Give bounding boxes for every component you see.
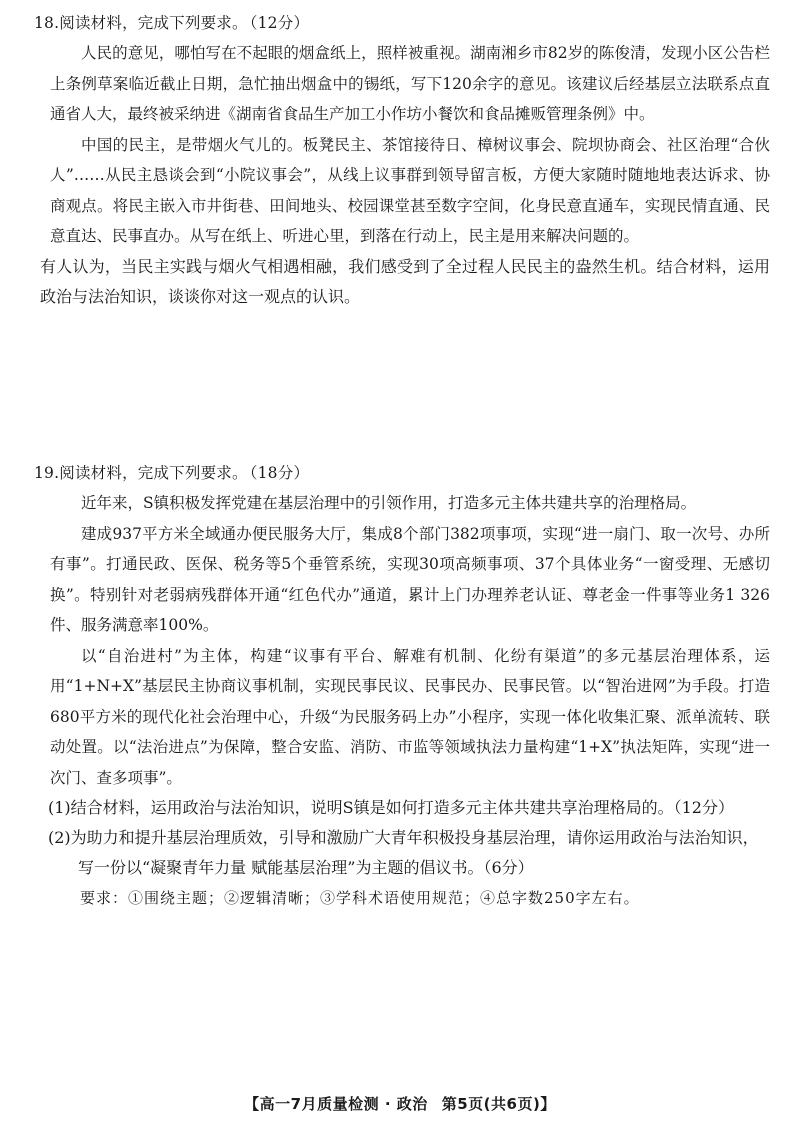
question-number: 19.	[34, 464, 60, 482]
question-18-header	[34, 8, 770, 38]
question-prompt: 阅读材料，完成下列要求。	[59, 14, 248, 32]
answer-requirements: 要求：①围绕主题；②逻辑清晰；③学科术语使用规范；④总字数250字左右。	[80, 889, 640, 907]
material-paragraph: 近年来，S镇积极发挥党建在基层治理中的引领作用，打造多元主体共建共享的治理格局。	[81, 494, 697, 512]
page-footer	[0, 1093, 800, 1114]
sub-question-1: (1)结合材料，运用政治与法治知识，说明S镇是如何打造多元主体共建共享治理格局的。（12分）	[48, 798, 734, 817]
question-score: （12分）	[249, 14, 310, 32]
material-paragraph: 建成937平方米全域通办便民服务大厅，集成8个部门382项事项，实现“进一扇门、取一次号、办所有事”。打通民政、医保、税务等5个垂管系统，实现30项高频事项、37个具体业务“一窗受理、无感切换”。特别针对老弱病残群体开通“红色代办”通道，累计上门办理养老认证、尊老金一件事等业务1 326件、服务满意率100%。	[50, 524, 770, 634]
question-19-header	[34, 458, 770, 488]
footer-page-number: 第5页(共6页)	[441, 1095, 541, 1113]
footer-exam-title: 高一7月质量检测 · 政治	[259, 1095, 428, 1113]
sub-question-2: (2)为助力和提升基层治理质效，引导和激励广大青年积极投身基层治理，请你运用政治与法治知识，	[48, 828, 759, 847]
question-prompt: 阅读材料，完成下列要求。	[59, 464, 248, 482]
material-paragraph: 中国的民主，是带烟火气儿的。板凳民主、茶馆接待日、樟树议事会、院坝协商会、社区治理“合伙人”……从民主恳谈会到“小院议事会”，从线上议事群到领导留言板，方便大家随时随地地表达诉求、协商观点。将民主嵌入市井街巷、田间地头、校园课堂甚至数字空间，化身民意直通车，实现民情直通、民意直达、民事直办。从写在纸上、听进心里，到落在行动上，民主是用来解决问题的。	[50, 135, 770, 245]
footer-left-bracket: 【	[244, 1095, 260, 1113]
question-task: 有人认为，当民主实践与烟火气相遇相融，我们感受到了全过程人民民主的盎然生机。结合材料，运用政治与法治知识，谈谈你对这一观点的认识。	[40, 256, 770, 306]
question-18	[34, 8, 770, 313]
question-score: （18分）	[249, 464, 310, 482]
question-number: 18.	[34, 14, 60, 32]
sub-question-2-continued: 写一份以“凝聚青年力量 赋能基层治理”为主题的倡议书。（6分）	[78, 858, 534, 877]
material-paragraph: 人民的意见，哪怕写在不起眼的烟盒纸上，照样被重视。湖南湘乡市82岁的陈俊清，发现小区公告栏上条例草案临近截止日期，急忙抽出烟盒中的锡纸，写下120余字的意见。该建议后经基层立法联系点直通省人大，最终被采纳进《湖南省食品生产加工小作坊小餐饮和食品摊贩管理条例》中。	[50, 44, 770, 123]
question-19	[34, 458, 770, 913]
material-paragraph: 以“自治进村”为主体，构建“议事有平台、解难有机制、化纷有渠道”的多元基层治理体系，运用“1+N+X”基层民主协商议事机制，实现民事民议、民事民办、民事民管。以“智治进网”为手段。打造680平方米的现代化社会治理中心，升级“为民服务码上办”小程序，实现一体化收集汇聚、派单流转、联动处置。以“法治进点”为保障，整合安监、消防、市监等领域执法力量构建“1+X”执法矩阵，实现“进一次门、查多项事”。	[50, 646, 770, 787]
footer-right-bracket: 】	[540, 1095, 556, 1113]
